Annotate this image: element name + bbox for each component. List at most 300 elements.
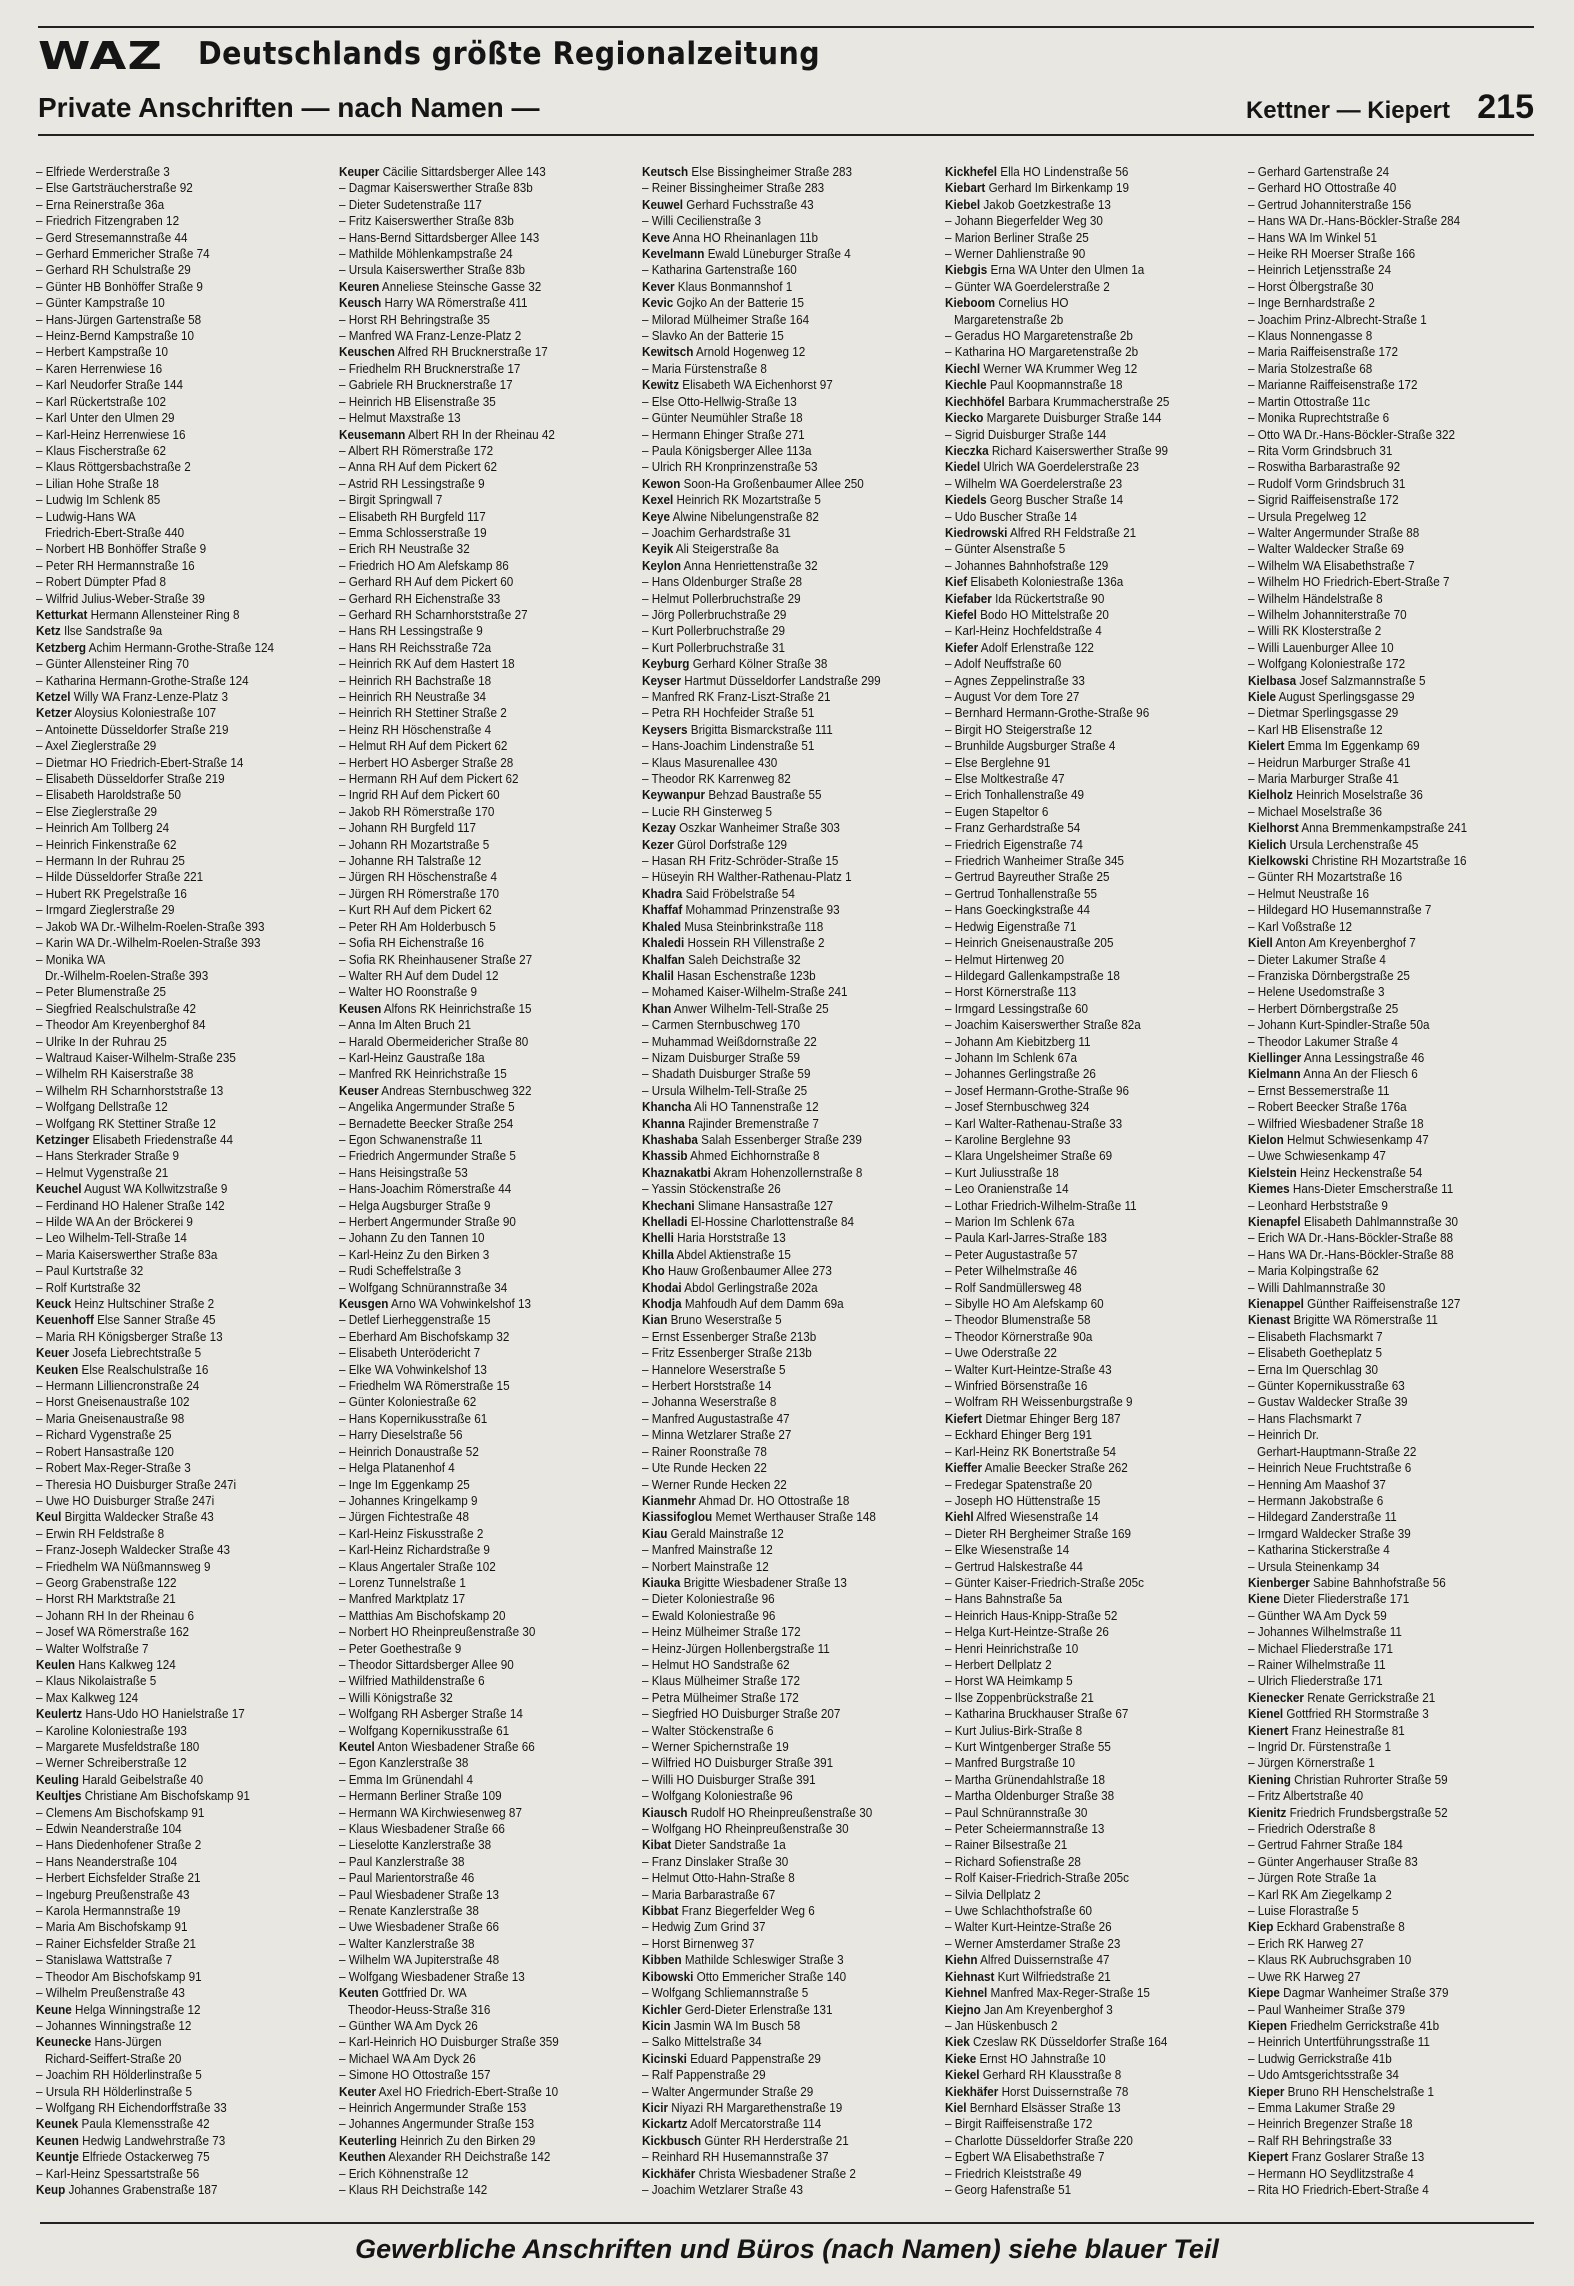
directory-listing <box>36 164 1538 2197</box>
listing-entry: – Klaus RK Aubruchsgraben 10 <box>1248 1952 1412 1968</box>
listing-entry: – Günter Koloniestraße 62 <box>339 1394 477 1410</box>
page-name-range: Kettner — Kiepert <box>1245 97 1450 124</box>
listing-entry: – Sibylle HO Am Alefskamp 60 <box>945 1296 1104 1312</box>
listing-entry: – Friedrich Kleiststraße 49 <box>945 2165 1082 2181</box>
listing-entry: – Uwe Oderstraße 22 <box>945 1345 1057 1361</box>
listing-entry: – Karl-Heinz Fiskusstraße 2 <box>339 1525 484 1541</box>
newspaper-tagline: Deutschlands größte Regionalzeitung <box>198 36 821 72</box>
listing-entry: – Johannes Angermunder Straße 153 <box>339 2116 535 2132</box>
listing-entry: – Hermann RH Auf dem Pickert 62 <box>339 771 519 787</box>
listing-entry: – Herbert Dellplatz 2 <box>945 1656 1052 1672</box>
listing-entry: – Jan Hüskenbusch 2 <box>945 2017 1058 2033</box>
listing-entry: – Ulrich Fliederstraße 171 <box>1248 1673 1383 1689</box>
listing-entry: – Fritz Essenberger Straße 213b <box>642 1345 812 1361</box>
listing-entry: – Dagmar Kaiserswerther Straße 83b <box>339 180 533 196</box>
listing-entry: Keusgen Arno WA Vohwinkelshof 13 <box>339 1296 532 1312</box>
listing-entry: – Monika Ruprechtstraße 6 <box>1248 410 1390 426</box>
listing-entry: – Gerd Stresemannstraße 44 <box>36 229 188 245</box>
listing-entry: – Heinz Mülheimer Straße 172 <box>642 1624 801 1640</box>
listing-entry: – Detlef Lierheggenstraße 15 <box>339 1312 491 1328</box>
listing-entry: – Jakob WA Dr.-Wilhelm-Roelen-Straße 393 <box>36 918 265 934</box>
listing-entry: Kiele August Sperlingsgasse 29 <box>1248 689 1415 704</box>
listing-entry: – Paul Kanzlerstraße 38 <box>339 1853 465 1869</box>
listing-entry: Kiene Dieter Fliederstraße 171 <box>1248 1591 1410 1607</box>
listing-entry: Khechani Slimane Hansastraße 127 <box>642 1197 834 1213</box>
listing-entry: Kiefel Bodo HO Mittelstraße 20 <box>945 606 1109 622</box>
listing-entry: – Helmut Otto-Hahn-Straße 8 <box>642 1870 795 1886</box>
listing-entry: – Friedrich HO Am Alefskamp 86 <box>339 557 509 573</box>
listing-entry: – Erich RH Neustraße 32 <box>339 541 470 557</box>
listing-entry: – Maria Barbarastraße 67 <box>642 1886 776 1902</box>
listing-entry: – Luise Florastraße 5 <box>1248 1903 1359 1919</box>
listing-entry: – Dieter Sudetenstraße 117 <box>339 196 482 212</box>
listing-entry: – Fritz Albertstraße 40 <box>1248 1788 1364 1804</box>
listing-entry: Kienberger Sabine Bahnhofstraße 56 <box>1248 1574 1446 1590</box>
listing-entry: Kiekel Gerhard RH Klausstraße 8 <box>945 2067 1122 2083</box>
listing-entry: – Gabriele RH Brucknerstraße 17 <box>339 377 513 393</box>
listing-entry: – Herbert Horststraße 14 <box>642 1378 772 1394</box>
listing-entry: – Paul Marientorstraße 46 <box>339 1870 475 1886</box>
listing-entry: Kiedel Ulrich WA Goerdelerstraße 23 <box>945 459 1139 475</box>
listing-entry: Margaretenstraße 2b <box>954 311 1064 327</box>
listing-entry: – Mathilde Möhlenkampstraße 24 <box>339 246 513 262</box>
listing-entry: – Gertrud Johanniterstraße 156 <box>1248 196 1412 212</box>
listing-entry: – Hermann Berliner Straße 109 <box>339 1788 502 1804</box>
footer <box>40 2222 1534 2264</box>
listing-entry: Khaffaf Mohammad Prinzenstraße 93 <box>642 902 840 918</box>
listing-entry: – Robert Beecker Straße 176a <box>1248 1099 1407 1115</box>
listing-entry: – Leo Oranienstraße 14 <box>945 1181 1069 1197</box>
listing-entry: Keuter Axel HO Friedrich-Ebert-Straße 10 <box>339 2083 559 2099</box>
listing-entry: – Heinz-Jürgen Hollenbergstraße 11 <box>642 1640 830 1656</box>
listing-entry: Kiehl Alfred Wiesenstraße 14 <box>945 1509 1099 1525</box>
listing-entry: Kielmann Anna An der Fliesch 6 <box>1248 1066 1418 1082</box>
listing-entry: Khalfan Saleh Deichstraße 32 <box>642 951 801 967</box>
listing-entry: Keuterling Heinrich Zu den Birken 29 <box>339 2132 536 2148</box>
listing-entry: – Michael Fliederstraße 171 <box>1248 1640 1394 1656</box>
listing-entry: – Ernst Bessemerstraße 11 <box>1248 1082 1390 1098</box>
listing-entry: – Emma Lakumer Straße 29 <box>1248 2099 1395 2115</box>
listing-entry: – Uwe HO Duisburger Straße 247i <box>36 1492 215 1508</box>
listing-entry: – Hubert RK Pregelstraße 16 <box>36 885 187 901</box>
listing-entry: – Willi Lauenburger Allee 10 <box>1248 639 1394 655</box>
listing-entry: – Hedwig Eigenstraße 71 <box>945 918 1077 934</box>
listing-entry: – Fredegar Spatenstraße 20 <box>945 1476 1092 1492</box>
listing-entry: – Joachim Kaiserswerther Straße 82a <box>945 1017 1141 1033</box>
listing-entry: – Theresia HO Duisburger Straße 247i <box>36 1476 237 1492</box>
listing-entry: – Yassin Stöckenstraße 26 <box>642 1181 781 1197</box>
listing-entry: – Slavko An der Batterie 15 <box>642 328 784 344</box>
listing-entry: Keyburg Gerhard Kölner Straße 38 <box>642 656 828 672</box>
listing-entry: – Friedhelm WA Römerstraße 15 <box>339 1378 510 1394</box>
listing-entry: – Ingrid RH Auf dem Pickert 60 <box>339 787 500 803</box>
listing-entry: Keusen Alfons RK Heinrichstraße 15 <box>339 1000 532 1016</box>
listing-entry: Kiehnel Manfred Max-Reger-Straße 15 <box>945 1985 1150 2001</box>
listing-entry: – Else Moltkestraße 47 <box>945 771 1065 787</box>
listing-entry: – Horst Körnerstraße 113 <box>945 984 1077 1000</box>
listing-entry: – Günter Neumühler Straße 18 <box>642 410 803 426</box>
listing-entry: – Georg Grabenstraße 122 <box>36 1574 177 1590</box>
listing-entry: – Heinrich Haus-Knipp-Straße 52 <box>945 1607 1118 1623</box>
listing-entry: – Wolfgang RH Eichendorffstraße 33 <box>36 2099 227 2115</box>
listing-entry: Kieper Bruno RH Henschelstraße 1 <box>1248 2083 1434 2099</box>
listing-entry: – Wilfried Wiesbadener Straße 18 <box>1248 1115 1424 1131</box>
listing-entry: – Heinrich RK Auf dem Hastert 18 <box>339 656 515 672</box>
listing-entry: – Helmut HO Sandstraße 62 <box>642 1656 790 1672</box>
listing-entry: Kiebart Gerhard Im Birkenkamp 19 <box>945 180 1130 196</box>
listing-entry: – Günter HB Bonhöffer Straße 9 <box>36 278 203 294</box>
listing-entry: – Josef Hermann-Grothe-Straße 96 <box>945 1082 1130 1098</box>
listing-entry: – Hans Heisingstraße 53 <box>339 1164 468 1180</box>
listing-entry: – Helmut RH Auf dem Pickert 62 <box>339 738 508 754</box>
listing-entry: – Wilhelm Preußenstraße 43 <box>36 1985 185 2001</box>
listing-entry: – Gertrud Halskestraße 44 <box>945 1558 1083 1574</box>
listing-entry: – Johann Zu den Tannen 10 <box>339 1230 485 1246</box>
listing-entry: Kienast Brigitte WA Römerstraße 11 <box>1248 1312 1438 1328</box>
listing-entry: – Karen Herrenwiese 16 <box>36 360 163 376</box>
listing-entry: – Peter RH Am Holderbusch 5 <box>339 918 496 934</box>
listing-entry: – Heike RH Moerser Straße 166 <box>1248 246 1416 262</box>
listing-entry: – Sofia RK Rheinhausener Straße 27 <box>339 951 533 967</box>
listing-entry: – Waltraud Kaiser-Wilhelm-Straße 235 <box>36 1049 236 1065</box>
listing-entry: Kiauka Brigitte Wiesbadener Straße 13 <box>642 1574 847 1590</box>
listing-entry: – Leonhard Herbststraße 9 <box>1248 1197 1388 1213</box>
listing-entry: – Karl HB Elisenstraße 12 <box>1248 721 1383 737</box>
listing-entry: – Marion Im Schlenk 67a <box>945 1214 1075 1229</box>
listing-entry: – Leo Wilhelm-Tell-Straße 14 <box>36 1230 187 1246</box>
listing-entry: – Hildegard Zanderstraße 11 <box>1248 1509 1397 1525</box>
listing-entry: – Gerhard RH Scharnhorststraße 27 <box>339 606 528 622</box>
listing-entry: – Günter Allensteiner Ring 70 <box>36 656 189 672</box>
listing-entry: – Else Zieglerstraße 29 <box>36 803 157 819</box>
listing-entry: – Hannelore Weserstraße 5 <box>642 1361 786 1377</box>
listing-entry: Khelladi El-Hossine Charlottenstraße 84 <box>642 1214 855 1229</box>
listing-entry: – Henning Am Maashof 37 <box>1248 1476 1386 1492</box>
listing-entry: Kibowski Otto Emmericher Straße 140 <box>642 1968 847 1984</box>
listing-entry: – Astrid RH Lessingstraße 9 <box>339 475 485 491</box>
listing-entry: – Ralf RH Behringstraße 33 <box>1248 2132 1392 2148</box>
listing-entry: – Georg Hafenstraße 51 <box>945 2181 1072 2197</box>
listing-entry: – Winfried Börsenstraße 16 <box>945 1378 1088 1394</box>
listing-entry: Kieczka Richard Kaiserswerther Straße 99 <box>945 442 1169 458</box>
listing-entry: – Siegfried HO Duisburger Straße 207 <box>642 1706 841 1722</box>
listing-entry: Kienert Franz Heinestraße 81 <box>1248 1722 1405 1738</box>
listing-entry: – Hans Goeckingkstraße 44 <box>945 902 1091 918</box>
listing-entry: – Ulrich RH Kronprinzenstraße 53 <box>642 459 818 475</box>
listing-entry: Kian Bruno Weserstraße 5 <box>642 1312 782 1328</box>
listing-entry: – Wolfgang RH Asberger Straße 14 <box>339 1706 523 1722</box>
listing-entry: – Maria Fürstenstraße 8 <box>642 360 767 376</box>
listing-entry: – Hermann Lilliencronstraße 24 <box>36 1378 200 1394</box>
listing-entry: Richard-Seiffert-Straße 20 <box>45 2050 182 2066</box>
listing-entry: – Jürgen RH Höschenstraße 4 <box>339 869 498 885</box>
listing-entry: – Erwin RH Feldstraße 8 <box>36 1525 165 1541</box>
listing-entry: – Johannes Gerlingstraße 26 <box>945 1066 1096 1082</box>
listing-entry: – Jürgen RH Römerstraße 170 <box>339 885 499 901</box>
listing-entry: – Elisabeth Flachsmarkt 7 <box>1248 1328 1383 1344</box>
listing-entry: – Richard Sofienstraße 28 <box>945 1853 1081 1869</box>
listing-entry: Keunecke Hans-Jürgen <box>36 2034 162 2050</box>
listing-entry: – Erich Köhnenstraße 12 <box>339 2165 469 2181</box>
listing-entry: Kiechl Werner WA Krummer Weg 12 <box>945 360 1138 376</box>
listing-entry: – Maria RH Königsberger Straße 13 <box>36 1328 223 1344</box>
listing-entry: Keutsch Else Bissingheimer Straße 283 <box>642 164 853 179</box>
listing-entry: – Manfred RK Heinrichstraße 15 <box>339 1066 507 1082</box>
listing-entry: Kicir Niyazi RH Margarethenstraße 19 <box>642 2099 843 2115</box>
listing-entry: – Ferdinand HO Halener Straße 142 <box>36 1197 225 1213</box>
listing-entry: – Karl-Heinz Herrenwiese 16 <box>36 426 186 442</box>
listing-entry: – Erna Reinerstraße 36a <box>36 196 165 212</box>
listing-entry: – Heinrich RH Bachstraße 18 <box>339 672 492 688</box>
listing-entry: – Karola Hermannstraße 19 <box>36 1903 181 1919</box>
listing-entry: Khan Anwer Wilhelm-Tell-Straße 25 <box>642 1000 829 1016</box>
listing-entry: – Johann RH Mozartstraße 5 <box>339 836 490 852</box>
listing-entry: – Manfred RK Franz-Liszt-Straße 21 <box>642 689 831 704</box>
listing-entry: Ketzinger Elisabeth Friedenstraße 44 <box>36 1131 234 1147</box>
listing-entry: – Jörg Pollerbruchstraße 29 <box>642 606 787 622</box>
listing-entry: Keuschen Alfred RH Brucknerstraße 17 <box>339 344 548 360</box>
listing-entry: – Hans Kopernikusstraße 61 <box>339 1410 488 1426</box>
listing-entry: – Antoinette Düsseldorfer Straße 219 <box>36 721 229 737</box>
listing-entry: – Joachim Gerhardstraße 31 <box>642 524 791 540</box>
listing-entry: – Rolf Kaiser-Friedrich-Straße 205c <box>945 1870 1130 1886</box>
listing-entry: – Hermann In der Ruhrau 25 <box>36 853 185 869</box>
listing-entry: – Joachim Prinz-Albrecht-Straße 1 <box>1248 311 1427 327</box>
listing-entry: Kielich Ursula Lerchenstraße 45 <box>1248 836 1419 852</box>
listing-entry: – Karl-Heinz Hochfeldstraße 4 <box>945 623 1102 639</box>
listing-entry: – Johann RH Burgfeld 117 <box>339 820 477 836</box>
listing-entry: – Hans WA Dr.-Hans-Böckler-Straße 284 <box>1248 213 1461 229</box>
listing-entry: – Wolfgang Koloniestraße 172 <box>1248 656 1406 672</box>
listing-entry: – Harry Dieselstraße 56 <box>339 1427 463 1443</box>
listing-entry: – Martha Oldenburger Straße 38 <box>945 1788 1115 1804</box>
listing-entry: Keuenhoff Else Sanner Straße 45 <box>36 1312 216 1328</box>
listing-entry: – Gertrud Tonhallenstraße 55 <box>945 885 1097 901</box>
listing-entry: Kiefert Dietmar Ehinger Berg 187 <box>945 1410 1121 1426</box>
listing-entry: – Paul Wiesbadener Straße 13 <box>339 1886 500 1902</box>
listing-entry: – Walter HO Roonstraße 9 <box>339 984 478 1000</box>
listing-entry: – Carmen Sternbuschweg 170 <box>642 1017 801 1033</box>
listing-entry: – Henri Heinrichstraße 10 <box>945 1640 1079 1656</box>
listing-entry: – Johannes Wilhelmstraße 11 <box>1248 1624 1402 1640</box>
listing-entry: – Maria Marburger Straße 41 <box>1248 771 1399 787</box>
listing-entry: – Maria Kaiserswerther Straße 83a <box>36 1246 218 1262</box>
listing-entry: – Maria Raiffeisenstraße 172 <box>1248 344 1399 360</box>
listing-entry: – Katharina Hermann-Grothe-Straße 124 <box>36 672 249 688</box>
listing-entry: Kicin Jasmin WA Im Busch 58 <box>642 2017 801 2033</box>
listing-entry: – Gerhard Emmericher Straße 74 <box>36 246 210 262</box>
listing-entry: – Heinrich RH Stettiner Straße 2 <box>339 705 507 721</box>
listing-entry: Kiep Eckhard Grabenstraße 8 <box>1248 1919 1405 1935</box>
listing-entry: – Wolfgang Dellstraße 12 <box>36 1099 168 1115</box>
listing-entry: Kiejno Jan Am Kreyenberghof 3 <box>945 2001 1113 2017</box>
listing-entry: Kielhorst Anna Bremmenkampstraße 241 <box>1248 820 1468 836</box>
listing-entry: – Edwin Neanderstraße 104 <box>36 1821 182 1837</box>
listing-entry: – Willi Cecilienstraße 3 <box>642 213 761 229</box>
listing-entry: – Elisabeth Goetheplatz 5 <box>1248 1345 1383 1361</box>
listing-entry: – Johanna Weserstraße 8 <box>642 1394 777 1410</box>
listing-entry: – Bernhard Hermann-Grothe-Straße 96 <box>945 705 1150 721</box>
listing-entry: Kiau Gerald Mainstraße 12 <box>642 1525 784 1541</box>
listing-entry: – Dieter Lakumer Straße 4 <box>1248 951 1386 967</box>
listing-entry: – Heinrich RH Neustraße 34 <box>339 689 486 704</box>
listing-entry: – Elisabeth Haroldstraße 50 <box>36 787 182 803</box>
listing-entry: – Günter Kampstraße 10 <box>36 295 165 311</box>
listing-entry: – Joachim RH Hölderlinstraße 5 <box>36 2067 202 2083</box>
listing-entry: – Hermann Ehinger Straße 271 <box>642 426 805 442</box>
listing-entry: Keuper Cäcilie Sittardsberger Allee 143 <box>339 164 546 179</box>
listing-entry: Kienappel Günther Raiffeisenstraße 127 <box>1248 1296 1461 1312</box>
listing-entry: – Gerhard RH Eichenstraße 33 <box>339 590 501 606</box>
listing-entry: – Willi Königstraße 32 <box>339 1689 453 1705</box>
listing-entry: – Gustav Waldecker Straße 39 <box>1248 1394 1408 1410</box>
listing-entry: – Maria Am Bischofskamp 91 <box>36 1919 188 1935</box>
listing-entry: – Karl Walter-Rathenau-Straße 33 <box>945 1115 1123 1131</box>
listing-entry: – Friedrich Oderstraße 8 <box>1248 1821 1376 1837</box>
listing-entry: Ketturkat Hermann Allensteiner Ring 8 <box>36 606 240 622</box>
listing-entry: – Norbert Mainstraße 12 <box>642 1558 769 1574</box>
listing-entry: – Klaus Nonnengasse 8 <box>1248 328 1373 344</box>
listing-entry: – Gertrud Bayreuther Straße 25 <box>945 869 1110 885</box>
listing-entry: – Hilde WA An der Bröckerei 9 <box>36 1214 193 1229</box>
listing-entry: – Johann Biegerfelder Weg 30 <box>945 213 1103 229</box>
listing-column-5 <box>1248 164 1546 2197</box>
listing-entry: – Klaus Angertaler Straße 102 <box>339 1558 496 1574</box>
listing-entry: Keune Helga Winningstraße 12 <box>36 2001 201 2017</box>
listing-entry: – Sigrid Raiffeisenstraße 172 <box>1248 492 1399 508</box>
listing-entry: – Gerhard HO Ottostraße 40 <box>1248 180 1397 196</box>
listing-entry: Kichler Gerd-Dieter Erlenstraße 131 <box>642 2001 833 2017</box>
listing-entry: – Theodor Blumenstraße 58 <box>945 1312 1091 1328</box>
listing-entry: Keul Birgitta Waldecker Straße 43 <box>36 1509 214 1525</box>
listing-entry: Kevelmann Ewald Lüneburger Straße 4 <box>642 246 851 262</box>
listing-entry: – Karl Neudorfer Straße 144 <box>36 377 183 393</box>
listing-entry: – Ernst Essenberger Straße 213b <box>642 1328 817 1344</box>
listing-entry: – Friedhelm RH Brucknerstraße 17 <box>339 360 521 376</box>
listing-entry: Khanna Rajinder Bremenstraße 7 <box>642 1115 819 1131</box>
listing-entry: – Heinrich Angermunder Straße 153 <box>339 2099 527 2115</box>
listing-entry: Kiechhöfel Barbara Krummacherstraße 25 <box>945 393 1170 409</box>
listing-entry: Kickhäfer Christa Wiesbadener Straße 2 <box>642 2165 856 2181</box>
listing-entry: – Hans Flachsmarkt 7 <box>1248 1410 1362 1426</box>
listing-entry: – Willi Dahlmannstraße 30 <box>1248 1279 1386 1295</box>
listing-entry: – Peter Goethestraße 9 <box>339 1640 462 1656</box>
listing-entry: Khilla Abdel Aktienstraße 15 <box>642 1246 791 1262</box>
listing-entry: – Manfred Burgstraße 10 <box>945 1755 1076 1771</box>
listing-entry: – Heidrun Marburger Straße 41 <box>1248 754 1411 770</box>
listing-entry: – Wolfgang HO Rheinpreußenstraße 30 <box>642 1821 849 1837</box>
listing-entry: – Dieter Koloniestraße 96 <box>642 1591 775 1607</box>
listing-entry: – Johanne RH Talstraße 12 <box>339 853 482 869</box>
listing-entry: – Hans WA Im Winkel 51 <box>1248 229 1377 245</box>
listing-entry: – Paula Karl-Jarres-Straße 183 <box>945 1230 1107 1246</box>
listing-entry: – Ursula Wilhelm-Tell-Straße 25 <box>642 1082 808 1098</box>
listing-entry: Keuser Andreas Sternbuschweg 322 <box>339 1082 532 1098</box>
listing-entry: – Hans Bahnstraße 5a <box>945 1591 1063 1607</box>
listing-entry: – Birgit Raiffeisenstraße 172 <box>945 2116 1093 2132</box>
listing-entry: – Mohamed Kaiser-Wilhelm-Straße 241 <box>642 984 848 1000</box>
listing-entry: Kibben Mathilde Schleswiger Straße 3 <box>642 1952 844 1968</box>
listing-entry: – Franziska Dörnbergstraße 25 <box>1248 967 1410 983</box>
listing-entry: – Horst RH Behringstraße 35 <box>339 311 490 327</box>
listing-entry: Kickbusch Günter RH Herderstraße 21 <box>642 2132 849 2148</box>
listing-entry: – Emma Schlosserstraße 19 <box>339 524 487 540</box>
listing-entry: – Wilhelm WA Elisabethstraße 7 <box>1248 557 1415 573</box>
listing-entry: – Theodor Körnerstraße 90a <box>945 1328 1093 1344</box>
listing-entry: Ketz Ilse Sandstraße 9a <box>36 623 163 639</box>
listing-entry: – Kurt Juliusstraße 18 <box>945 1164 1059 1180</box>
listing-entry: – Helmut Pollerbruchstraße 29 <box>642 590 801 606</box>
listing-entry: Kho Hauw Großenbaumer Allee 273 <box>642 1263 832 1279</box>
listing-entry: – Emma Im Grünendahl 4 <box>339 1771 473 1787</box>
listing-entry: – Kurt Julius-Birk-Straße 8 <box>945 1722 1083 1738</box>
listing-entry: – Wilhelm WA Jupiterstraße 48 <box>339 1952 500 1968</box>
listing-entry: Khassib Ahmed Eichhornstraße 8 <box>642 1148 820 1164</box>
listing-entry: – Hasan RH Fritz-Schröder-Straße 15 <box>642 853 839 869</box>
listing-entry: – Rainer Eichsfelder Straße 21 <box>36 1935 196 1951</box>
listing-entry: – Stanislawa Wattstraße 7 <box>36 1952 173 1968</box>
listing-entry: – Wilhelm HO Friedrich-Ebert-Straße 7 <box>1248 574 1450 590</box>
listing-entry: – Norbert HB Bonhöffer Straße 9 <box>36 541 207 557</box>
listing-entry: – Sigrid Duisburger Straße 144 <box>945 426 1107 442</box>
listing-entry: Keuchel August WA Kollwitzstraße 9 <box>36 1181 228 1197</box>
listing-entry: – Elfriede Werderstraße 3 <box>36 164 170 179</box>
listing-entry: Kiell Anton Am Kreyenberghof 7 <box>1248 935 1416 951</box>
listing-entry: – Peter Augustastraße 57 <box>945 1246 1078 1262</box>
listing-entry: Friedrich-Ebert-Straße 440 <box>45 524 185 540</box>
listing-entry: – Fritz Kaiserswerther Straße 83b <box>339 213 514 229</box>
listing-entry: Keuntje Elfriede Ostackerweg 75 <box>36 2149 210 2165</box>
listing-entry: – Dieter RH Bergheimer Straße 169 <box>945 1525 1131 1541</box>
listing-entry: – Clemens Am Bischofskamp 91 <box>36 1804 205 1820</box>
listing-entry: Kiek Czeslaw RK Düsseldorfer Straße 164 <box>945 2034 1168 2050</box>
listing-entry: – Ralf Pappenstraße 29 <box>642 2067 766 2083</box>
listing-entry: Keuling Harald Geibelstraße 40 <box>36 1771 204 1787</box>
listing-entry: – Bernadette Beecker Straße 254 <box>339 1115 514 1131</box>
listing-entry: Khaznakatbi Akram Hohenzollernstraße 8 <box>642 1164 863 1180</box>
listing-entry: – Karl RK Am Ziegelkamp 2 <box>1248 1886 1392 1902</box>
listing-entry: – Jürgen Fichtestraße 48 <box>339 1509 470 1525</box>
listing-entry: Keutel Anton Wiesbadener Straße 66 <box>339 1739 535 1754</box>
listing-entry: – Otto WA Dr.-Hans-Böckler-Straße 322 <box>1248 426 1455 442</box>
listing-entry: – Heinrich Letjensstraße 24 <box>1248 262 1392 278</box>
listing-entry: – Martin Ottostraße 11c <box>1248 393 1371 409</box>
listing-entry: – Karl Rückertstraße 102 <box>36 393 167 409</box>
listing-entry: – Karl Unter den Ulmen 29 <box>36 410 175 426</box>
listing-entry: – Ewald Koloniestraße 96 <box>642 1607 776 1623</box>
listing-entry: Kiening Christian Ruhrorter Straße 59 <box>1248 1771 1448 1787</box>
listing-entry: – Margarete Musfeldstraße 180 <box>36 1739 200 1754</box>
listing-entry: – Heinrich Finkenstraße 62 <box>36 836 177 852</box>
listing-entry: – Theodor Am Kreyenberghof 84 <box>36 1017 206 1033</box>
listing-entry: – Erna Im Querschlag 30 <box>1248 1361 1379 1377</box>
listing-entry: – Walter RH Auf dem Dudel 12 <box>339 967 499 983</box>
listing-entry: – Heinz-Bernd Kampstraße 10 <box>36 328 195 344</box>
listing-entry: – Karl-Heinz Zu den Birken 3 <box>339 1246 490 1262</box>
listing-entry: – Rainer Wilhelmstraße 11 <box>1248 1656 1386 1672</box>
listing-entry: – Heinrich Am Tollberg 24 <box>36 820 170 836</box>
listing-entry: Kewitz Elisabeth WA Eichenhorst 97 <box>642 377 833 393</box>
listing-entry: Kibat Dieter Sandstraße 1a <box>642 1837 786 1853</box>
listing-entry: Kewitsch Arnold Hogenweg 12 <box>642 344 806 360</box>
listing-entry: – Wilhelm Johanniterstraße 70 <box>1248 606 1407 622</box>
listing-entry: – Herbert HO Asberger Straße 28 <box>339 754 514 770</box>
listing-entry: – Werner Runde Hecken 22 <box>642 1476 787 1492</box>
listing-entry: – Irmgard Waldecker Straße 39 <box>1248 1525 1411 1541</box>
listing-entry: Kieffer Amalie Beecker Straße 262 <box>945 1460 1128 1476</box>
listing-column-3 <box>642 164 940 2197</box>
listing-entry: – Franz-Joseph Waldecker Straße 43 <box>36 1542 231 1558</box>
